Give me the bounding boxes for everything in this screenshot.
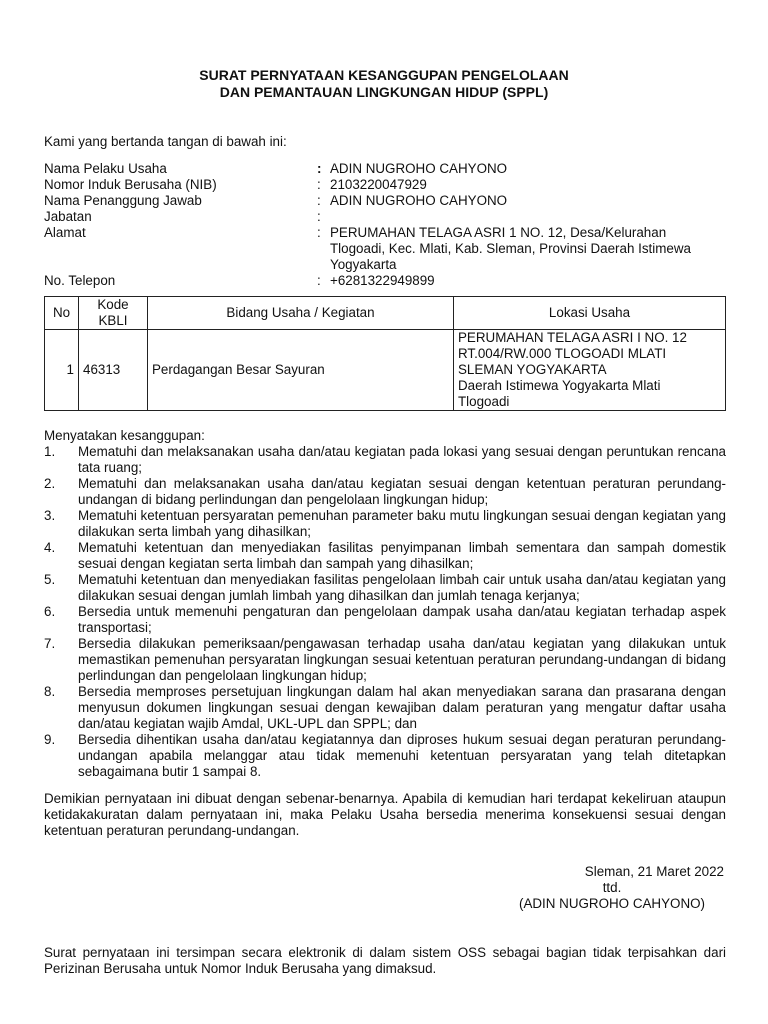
alamat-line-2: Tlogoadi, Kec. Mlati, Kab. Sleman, Provinsi Daerah Istimewa — [330, 241, 691, 256]
list-item: 6. Bersedia untuk memenuhi pengaturan dan pengelolaan dampak usaha dan/atau kegiatan terhadap aspek transportasi; — [44, 604, 726, 635]
identity-fields — [44, 161, 734, 289]
field-value — [330, 225, 734, 273]
kbli-table — [44, 296, 726, 411]
header-no: No — [45, 297, 79, 330]
field-label: Jabatan — [44, 209, 92, 224]
list-item: 7. Bersedia dilakukan pemeriksaan/pengawasan terhadap usaha dan/atau kegiatan yang dilakukan untuk memastikan pemenuhan persyaratan lingkungan sesuai ketentuan peraturan perundang-undangan di bidang perlindungan dan pengelolaan lingkungan hidup; — [44, 636, 726, 683]
field-telepon: No. Telepon : +6281322949899 — [44, 273, 734, 289]
field-label: No. Telepon — [44, 273, 116, 288]
document-title — [0, 67, 768, 101]
list-item: 2. Mematuhi dan melaksanakan usaha dan/atau kegiatan sesuai dengan ketentuan peraturan perundang-undangan di bidang perlindungan dan pengelolaan lingkungan hidup; — [44, 476, 726, 507]
table-header-row — [45, 297, 726, 330]
list-item: 9. Bersedia dihentikan usaha dan/atau kegiatannya dan diproses hukum sesuai degan peraturan perundang-undangan apabila melanggar atau tidak memenuhi ketentuan persyaratan yang telah ditetapkan sebagaimana butir 1 sampai 8. — [44, 732, 726, 779]
signature-block — [500, 864, 724, 912]
field-penanggung-jawab: Nama Penanggung Jawab : ADIN NUGROHO CAHYONO — [44, 193, 734, 209]
header-lokasi-usaha: Lokasi Usaha — [454, 297, 726, 330]
list-item: 3. Mematuhi ketentuan persyaratan pemenuhan parameter baku mutu lingkungan sesuai dengan kegiatan yang dilakukan serta limbah yang dihasilkan; — [44, 508, 726, 539]
field-alamat: Alamat : PERUMAHAN TELAGA ASRI 1 NO. 12, Desa/Kelurahan Tlogoadi, Kec. Mlati, Kab. Sleman, Provinsi Daerah Istimewa Yogyakarta — [44, 225, 734, 273]
field-label: Alamat — [44, 225, 86, 240]
field-label: Nomor Induk Berusaha (NIB) — [44, 177, 217, 192]
signatory-name: (ADIN NUGROHO CAHYONO) — [519, 896, 705, 911]
cell-lokasi-usaha: PERUMAHAN TELAGA ASRI I NO. 12 RT.004/RW.000 TLOGOADI MLATI SLEMAN YOGYAKARTA Daerah Istimewa Yogyakarta Mlati Tlogoadi — [454, 330, 726, 411]
field-nama-pelaku: Nama Pelaku Usaha : ADIN NUGROHO CAHYONO — [44, 161, 734, 177]
place-date: Sleman, 21 Maret 2022 — [584, 864, 724, 879]
list-item: 8. Bersedia memproses persetujuan lingkungan dalam hal akan menyediakan sarana dan prasarana dengan menyusun dokumen lingkungan sesuai dengan kewajiban dalam peraturan yang mengatur daftar usaha dan/atau kegiatan wajib Amdal, UKL-UPL dan SPPL; dan — [44, 684, 726, 731]
footer-note: Surat pernyataan ini tersimpan secara elektronik di dalam sistem OSS sebagai bagian tidak terpisahkan dari Perizinan Berusaha untuk Nomor Induk Berusaha yang dimaksud. — [44, 945, 726, 976]
signature-ttd: ttd. — [602, 880, 622, 895]
alamat-line-1: PERUMAHAN TELAGA ASRI 1 NO. 12, Desa/Kelurahan — [330, 225, 667, 240]
field-label: Nama Penanggung Jawab — [44, 193, 202, 208]
list-item: 1. Mematuhi dan melaksanakan usaha dan/atau kegiatan pada lokasi yang sesuai dengan peruntukan rencana tata ruang; — [44, 444, 726, 475]
field-nib: Nomor Induk Berusaha (NIB) : 2103220047929 — [44, 177, 734, 193]
statement-heading: Menyatakan kesanggupan: — [44, 428, 205, 443]
intro-text: Kami yang bertanda tangan di bawah ini: — [44, 134, 287, 149]
field-label: Nama Pelaku Usaha — [44, 161, 167, 176]
header-bidang-usaha: Bidang Usaha / Kegiatan — [148, 297, 454, 330]
alamat-line-3: Yogyakarta — [330, 257, 397, 272]
field-jabatan: Jabatan : — [44, 209, 734, 225]
field-value: ADIN NUGROHO CAHYONO — [330, 193, 508, 208]
commitment-list — [44, 444, 726, 780]
list-item: 5. Mematuhi ketentuan dan menyediakan fasilitas pengelolaan limbah cair untuk usaha dan/atau kegiatan yang dilakukan sesuai dengan jumlah limbah yang dihasilkan dan jumlah tenaga kerjanya; — [44, 572, 726, 603]
field-value — [330, 209, 734, 225]
cell-kode-kbli: 46313 — [79, 330, 148, 411]
field-value: 2103220047929 — [330, 177, 427, 192]
cell-bidang-usaha: Perdagangan Besar Sayuran — [148, 330, 454, 411]
title-line-1: SURAT PERNYATAAN KESANGGUPAN PENGELOLAAN — [199, 67, 569, 83]
list-item: 4. Mematuhi ketentuan dan menyediakan fasilitas penyimpanan limbah sementara dan sampah domestik sesuai dengan kegiatan serta limbah dan sampah yang dihasilkan; — [44, 540, 726, 571]
header-kode-kbli: Kode KBLI — [79, 297, 148, 330]
table-row — [45, 330, 726, 411]
closing-paragraph: Demikian pernyataan ini dibuat dengan sebenar-benarnya. Apabila di kemudian hari terdapat kekeliruan ataupun ketidakakuratan dalam pernyataan ini, maka Pelaku Usaha bersedia menerima konsekuensi sesuai dengan ketentuan peraturan perundang-undangan. — [44, 791, 726, 838]
cell-no: 1 — [45, 330, 79, 411]
field-value: ADIN NUGROHO CAHYONO — [330, 161, 508, 176]
title-line-2: DAN PEMANTAUAN LINGKUNGAN HIDUP (SPPL) — [219, 84, 549, 100]
field-value: +6281322949899 — [330, 273, 435, 288]
